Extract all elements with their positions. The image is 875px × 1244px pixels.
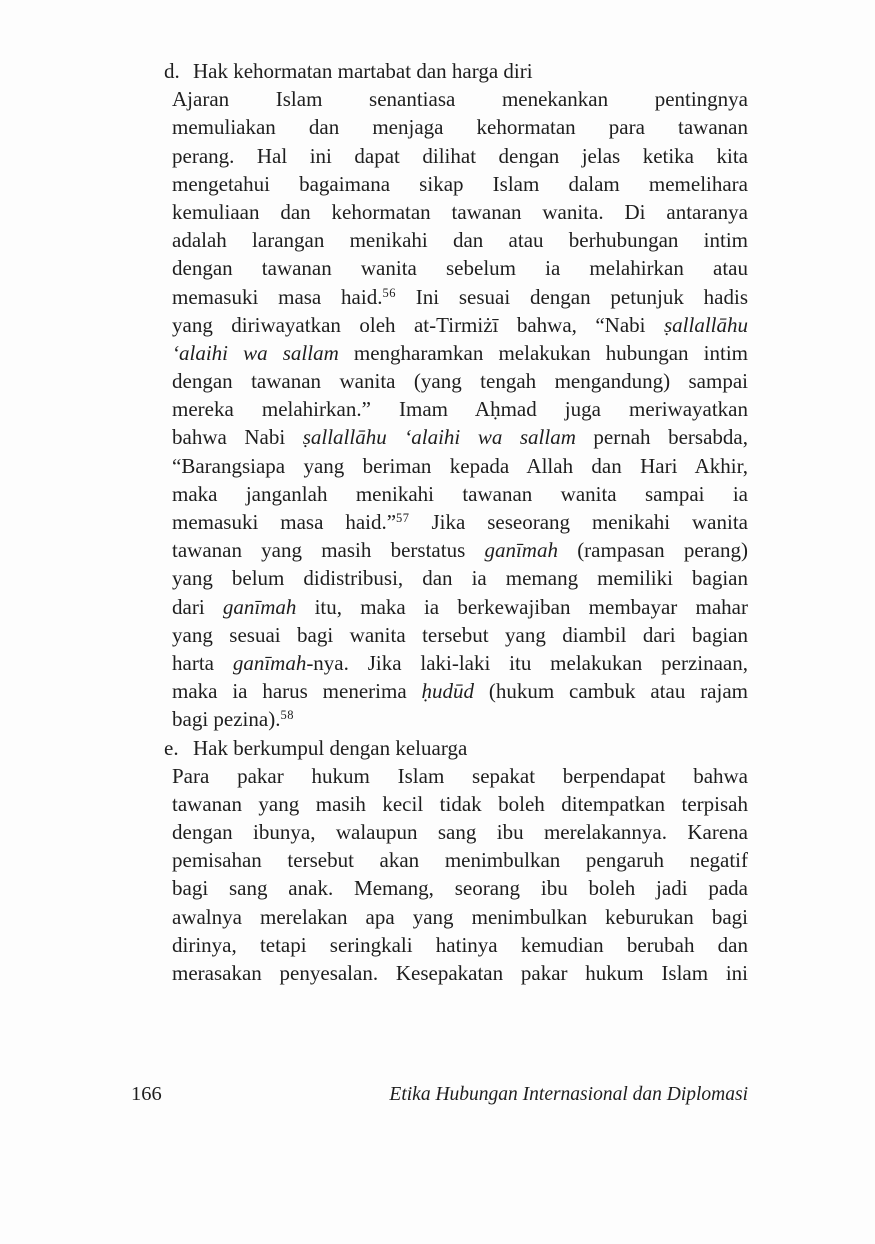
- text-segment: perang. Hal ini dapat dilihat dengan jelas ketika kita: [172, 143, 748, 168]
- footnote-reference: 57: [396, 511, 410, 525]
- text-segment: Ini sesuai dengan petunjuk hadis: [395, 284, 749, 309]
- italic-term: ganīmah: [484, 538, 558, 563]
- text-segment: mereka melahirkan.” Imam Aḥmad juga meriwayatkan: [172, 397, 748, 422]
- page-footer: [131, 1083, 748, 1106]
- text-line: [172, 142, 748, 170]
- text-line: [172, 339, 748, 367]
- text-line: [172, 903, 748, 931]
- text-segment: dengan tawanan wanita sebelum ia melahirkan atau: [172, 256, 748, 281]
- text-segment: bagi sang anak. Memang, seorang ibu boleh jadi pada: [172, 876, 748, 901]
- list-marker: d.: [164, 59, 180, 83]
- text-segment: dengan ibunya, walaupun sang ibu merelakannya. Karena: [172, 820, 748, 845]
- heading-text: Hak kehormatan martabat dan harga diri: [193, 59, 533, 83]
- list-marker: e.: [164, 735, 179, 760]
- text-segment: bahwa Nabi: [172, 425, 303, 450]
- text-segment: mengharamkan melakukan hubungan intim: [338, 340, 748, 365]
- text-line: [172, 564, 748, 592]
- italic-term: ṣallallāhu ‘alaihi wa sallam: [302, 425, 576, 450]
- text-line: [172, 846, 748, 874]
- text-line: [172, 818, 748, 846]
- text-segment: -nya. Jika laki-laki itu melakukan perzinaan,: [306, 650, 748, 675]
- text-line: [172, 423, 748, 451]
- text-line: [172, 480, 748, 508]
- text-segment: yang belum didistribusi, dan ia memang memiliki bagian: [172, 566, 748, 591]
- text-segment: pemisahan tersebut akan menimbulkan pengaruh negatif: [172, 848, 748, 873]
- text-line: [172, 649, 748, 677]
- text-line: [172, 762, 748, 790]
- text-segment: memuliakan dan menjaga kehormatan para tawanan: [172, 115, 748, 140]
- text-line: [172, 959, 748, 987]
- text-segment: dari: [172, 594, 223, 619]
- text-line: [172, 874, 748, 902]
- text-line: [172, 85, 748, 113]
- text-segment: awalnya merelakan apa yang menimbulkan keburukan bagi: [172, 904, 748, 929]
- text-segment: “Barangsiapa yang beriman kepada Allah dan Hari Akhir,: [172, 453, 748, 478]
- text-segment: merasakan penyesalan. Kesepakatan pakar hukum Islam ini: [172, 961, 748, 985]
- text-segment: adalah larangan menikahi dan atau berhubungan intim: [172, 228, 748, 253]
- text-line: [172, 621, 748, 649]
- italic-term: ganīmah: [232, 650, 307, 675]
- text-line: [172, 593, 748, 621]
- text-line: [172, 367, 748, 395]
- text-segment: itu, maka ia berkewajiban membayar mahar: [296, 594, 748, 619]
- running-title: Etika Hubungan Internasional dan Diplomasi: [389, 1084, 748, 1105]
- text-segment: maka janganlah menikahi tawanan wanita sampai ia: [172, 481, 748, 506]
- text-segment: bagi pezina).: [172, 707, 281, 732]
- heading-text: Hak berkumpul dengan keluarga: [193, 735, 468, 760]
- text-segment: dirinya, tetapi seringkali hatinya kemudian berubah dan: [172, 932, 748, 957]
- text-segment: (rampasan perang): [557, 538, 748, 563]
- text-segment: yang diriwayatkan oleh at-Tirmiżī bahwa, “Nabi: [172, 312, 664, 337]
- text-segment: harta: [172, 650, 233, 675]
- text-segment: Para pakar hukum Islam sepakat berpendapat bahwa: [172, 763, 748, 788]
- page-number: 166: [131, 1083, 162, 1105]
- italic-term: ‘alaihi wa sallam: [172, 340, 339, 365]
- italic-term: ḥudūd: [421, 679, 474, 704]
- text-segment: dengan tawanan wanita (yang tengah mengandung) sampai: [172, 369, 748, 394]
- text-line: [172, 113, 748, 141]
- text-line: [172, 395, 748, 423]
- text-segment: tawanan yang masih kecil tidak boleh ditempatkan terpisah: [172, 791, 748, 816]
- text-segment: yang sesuai bagi wanita tersebut yang diambil dari bagian: [172, 622, 748, 647]
- text-line: [172, 254, 748, 282]
- section-heading: [164, 57, 748, 85]
- text-line: [172, 508, 748, 536]
- text-segment: memasuki masa haid.”: [172, 510, 397, 534]
- italic-term: ganīmah: [222, 594, 297, 619]
- text-segment: Jika seseorang menikahi wanita: [409, 510, 748, 534]
- footnote-reference: 56: [382, 285, 396, 300]
- text-segment: pernah bersabda,: [575, 425, 748, 450]
- text-line: [172, 536, 748, 564]
- footnote-reference: 58: [280, 708, 294, 723]
- text-segment: maka ia harus menerima: [172, 679, 422, 704]
- text-line: [172, 311, 748, 339]
- section-heading: [164, 734, 748, 762]
- text-line: [172, 452, 748, 480]
- text-line: [172, 705, 748, 733]
- text-segment: memasuki masa haid.: [172, 284, 383, 309]
- text-line: [172, 677, 748, 705]
- text-segment: (hukum cambuk atau rajam: [474, 679, 748, 704]
- text-segment: mengetahui bagaimana sikap Islam dalam memelihara: [172, 171, 748, 196]
- text-line: [172, 283, 748, 311]
- text-line: [172, 170, 748, 198]
- italic-term: ṣallallāhu: [663, 312, 748, 337]
- page-text-block: [164, 57, 748, 987]
- text-line: [172, 790, 748, 818]
- text-segment: Ajaran Islam senantiasa menekankan pentingnya: [172, 87, 748, 112]
- text-segment: kemuliaan dan kehormatan tawanan wanita. Di antaranya: [172, 199, 748, 224]
- text-line: [172, 226, 748, 254]
- text-line: [172, 198, 748, 226]
- text-segment: tawanan yang masih berstatus: [172, 538, 485, 563]
- text-line: [172, 931, 748, 959]
